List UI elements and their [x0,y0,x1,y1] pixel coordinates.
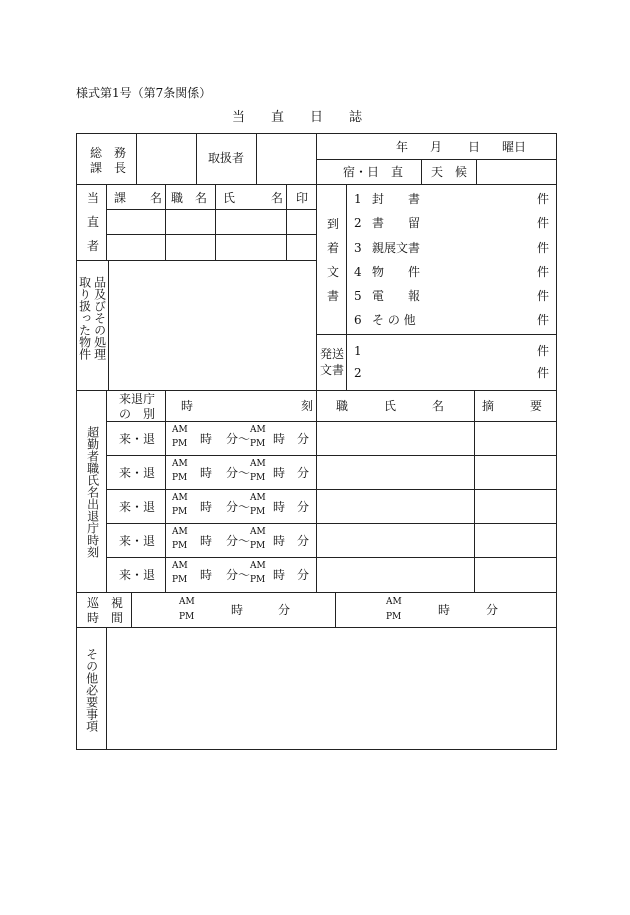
divider [476,159,477,185]
row-am: AM [172,459,188,469]
row-ji2: 時 [273,432,286,446]
divider [106,455,557,456]
arrival-label-3: 文 [327,265,340,279]
kacho-label: 課 長 [90,161,127,175]
divider [76,627,557,628]
handled-label-left: 取り扱った物件 [77,276,92,360]
row-am2: AM [250,493,266,503]
row-am: AM [172,493,188,503]
divider [106,627,107,750]
divider [316,133,317,334]
row-fun2: 分 [297,432,310,446]
row-am2: AM [250,425,266,435]
divider [106,209,316,210]
row-kind: 来・退 [119,500,156,514]
date-weekday: 曜日 [502,140,527,154]
row-fun2: 分 [297,466,310,480]
row-fun: 分～ [226,466,251,480]
divider [346,184,347,390]
duty-label-2: 直 [87,215,100,229]
divider [106,489,557,490]
patrol-ji: 時 [231,603,244,617]
row-fun: 分～ [226,432,251,446]
divider [108,260,109,390]
row-am: AM [172,425,188,435]
arrival-num: 1 [354,192,362,206]
patrol-pm: PM [386,612,402,622]
page-title: 当 直 日 誌 [232,110,363,125]
divider [316,334,317,390]
row-am: AM [172,527,188,537]
shuku-nichi-label: 宿・日 直 [343,165,404,179]
row-ji: 時 [200,432,213,446]
row-pm2: PM [250,541,266,551]
sent-label-2: 文書 [320,363,345,377]
arrival-unit: 件 [537,313,550,327]
sent-unit: 件 [537,344,550,358]
col-shoku-mei: 職 名 [171,191,208,205]
row-am: AM [172,561,188,571]
row-am2: AM [250,527,266,537]
row-kind: 来・退 [119,568,156,582]
row-pm2: PM [250,439,266,449]
arrival-num: 3 [354,241,362,255]
form-id: 様式第1号（第7条関係） [76,86,212,100]
tenko-label: 天 候 [431,165,468,179]
divider [76,592,557,593]
duty-label-1: 当 [87,191,100,205]
row-pm2: PM [250,575,266,585]
patrol-ji: 時 [438,603,451,617]
col-shimei: 氏 名 [223,191,284,205]
arrival-name: そ の 他 [372,313,416,327]
row-fun2: 分 [297,568,310,582]
divider [106,523,557,524]
divider [106,234,316,235]
divider [196,133,197,185]
arrival-unit: 件 [537,241,550,255]
divider [316,334,557,335]
overtime-label: 超勤者職氏名出退庁時刻 [85,426,100,558]
arrival-unit: 件 [537,192,550,206]
date-month: 月 [430,140,443,154]
col-in: 印 [296,191,309,205]
row-ji: 時 [200,568,213,582]
divider [165,390,166,592]
arrival-unit: 件 [537,216,550,230]
date-day: 日 [468,140,481,154]
row-kind: 来・退 [119,432,156,446]
arrival-label-1: 到 [327,217,340,231]
patrol-am: AM [179,597,195,607]
col-note: 摘 要 [482,399,543,413]
arrival-unit: 件 [537,289,550,303]
patrol-am: AM [386,597,402,607]
divider [286,184,287,260]
divider [106,557,557,558]
divider [106,390,107,592]
sent-num: 1 [354,344,362,358]
divider [256,133,257,185]
row-ji: 時 [200,466,213,480]
row-pm: PM [172,473,188,483]
arrival-num: 6 [354,313,362,327]
arrival-num: 4 [354,265,362,279]
row-ji2: 時 [273,466,286,480]
row-pm: PM [172,541,188,551]
arrival-name: 物 件 [372,265,421,279]
toriatsukaisha-label: 取扱者 [208,151,245,165]
row-kind: 来・退 [119,466,156,480]
col-time: 時 刻 [181,399,314,413]
arrival-label-2: 着 [327,241,340,255]
row-ji2: 時 [273,534,286,548]
other-label: その他必要事項 [84,648,99,732]
arrival-name: 親展文書 [372,241,421,255]
row-fun: 分～ [226,500,251,514]
divider [421,159,422,185]
row-kind: 来・退 [119,534,156,548]
handled-label-mid: 品及びその処理 [92,276,107,360]
patrol-label-1: 巡 視 [87,596,124,610]
divider [106,184,107,260]
col-kind-1: 来退庁 [119,392,156,406]
sent-num: 2 [354,366,362,380]
divider [316,390,317,592]
arrival-label-4: 書 [327,289,340,303]
row-ji2: 時 [273,568,286,582]
row-fun2: 分 [297,534,310,548]
sent-unit: 件 [537,366,550,380]
date-year: 年 [396,140,409,154]
divider [316,159,557,160]
divider [76,260,317,261]
row-fun2: 分 [297,500,310,514]
patrol-pm: PM [179,612,195,622]
divider [165,184,166,260]
sent-label-1: 発送 [320,347,345,361]
divider [136,133,137,185]
divider [474,390,475,592]
arrival-name: 封 書 [372,192,421,206]
row-ji: 時 [200,534,213,548]
row-fun: 分～ [226,568,251,582]
arrival-num: 2 [354,216,362,230]
row-pm2: PM [250,473,266,483]
patrol-fun: 分 [486,603,499,617]
col-kind-2: の 別 [119,407,156,421]
row-pm2: PM [250,507,266,517]
row-am2: AM [250,459,266,469]
row-ji2: 時 [273,500,286,514]
row-am2: AM [250,561,266,571]
divider [215,184,216,260]
divider [106,421,557,422]
row-pm: PM [172,507,188,517]
arrival-name: 電 報 [372,289,421,303]
soumu-label: 総 務 [90,146,127,160]
duty-label-3: 者 [87,239,100,253]
arrival-name: 書 留 [372,216,421,230]
row-pm: PM [172,575,188,585]
divider [131,592,132,627]
col-name: 職 氏 名 [336,399,445,413]
patrol-fun: 分 [278,603,291,617]
row-ji: 時 [200,500,213,514]
divider [335,592,336,627]
arrival-unit: 件 [537,265,550,279]
arrival-num: 5 [354,289,362,303]
patrol-label-2: 時 間 [87,611,124,625]
row-fun: 分～ [226,534,251,548]
col-ka-mei: 課 名 [114,191,163,205]
row-pm: PM [172,439,188,449]
